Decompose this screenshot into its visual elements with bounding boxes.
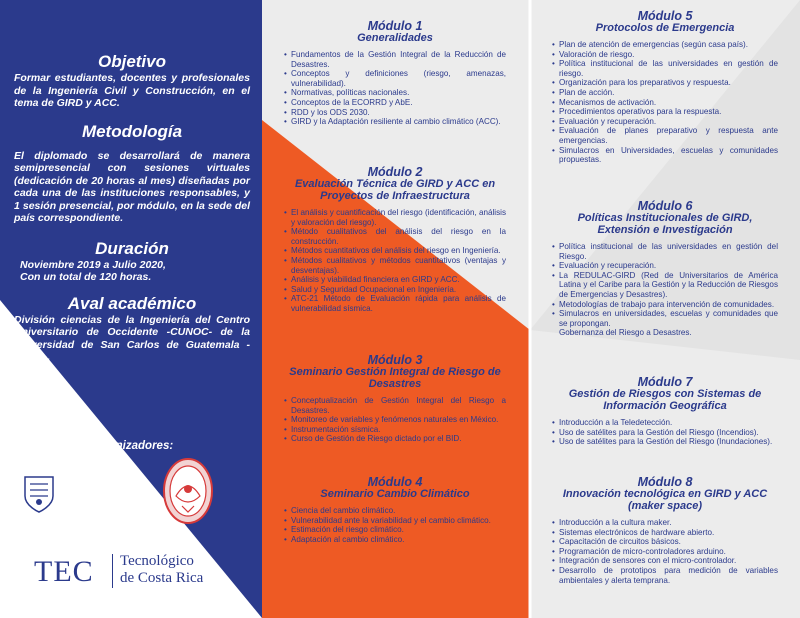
module-8-list <box>552 518 778 585</box>
module-2-list <box>284 208 506 314</box>
list-item: • Valoración de riesgo. <box>552 50 778 60</box>
list-item: • Uso de satélites para la Gestión del Riesgo (Inundaciones). <box>552 437 778 447</box>
module-7-list <box>552 418 778 447</box>
list-item: • Plan de acción. <box>552 88 778 98</box>
module-4-number: Módulo 4 <box>367 475 423 489</box>
list-item: • Sistemas electrónicos de hardware abierto. <box>552 528 778 538</box>
list-item: Gobernanza del Riesgo a Desastres. <box>559 328 692 338</box>
list-item: • El análisis y cuantificación del riesgo (identificación, análisis y valoración del riesgo). <box>284 208 506 227</box>
list-item: • Programación de micro-controladores arduino. <box>552 547 778 557</box>
usac-name: USAC <box>58 468 119 493</box>
list-item: • Métodos cuantitativos del análisis del riesgo en Ingeniería. <box>284 246 506 256</box>
module-3-title: Seminario Gestión Integral de Riesgo de Desastres <box>289 366 501 390</box>
module-8-number: Módulo 8 <box>637 475 693 489</box>
list-item: • Adaptación al cambio climático. <box>284 535 506 545</box>
list-item: • Curso de Gestión de Riesgo dictado por el BID. <box>284 434 506 444</box>
methodology-text: El diplomado se desarrollará de manera semipresencial con sesiones virtuales (dedicación de 20 horas al mes) diseñadas por cada una de las instituciones responsables, y 1 sesión presencial, por módulo, en la sede del país correspondiente. <box>14 149 250 224</box>
module-4-list <box>284 506 506 544</box>
usac-tag: Universidad de San Carlos de Guatemala <box>58 499 117 503</box>
module-1 <box>284 20 506 127</box>
module-3-list <box>284 396 506 444</box>
list-item: • Método cualitativos del análisis del riesgo en la construcción. <box>284 227 506 246</box>
duration-line2: Con un total de 120 horas. <box>20 271 152 283</box>
module-4 <box>284 476 506 544</box>
tec-line2: de Costa Rica <box>120 570 204 586</box>
list-item: • Fundamentos de la Gestión Integral de la Reducción de Desastres. <box>284 50 506 69</box>
list-item: • Salud y Seguridad Ocupacional en Ingeniería. <box>284 285 506 295</box>
usac-crest-icon <box>22 474 56 514</box>
list-item: • GIRD y la Adaptación resiliente al cambio climático (ACC). <box>284 117 506 127</box>
list-item: • Organización para los preparativos y respuesta. <box>552 78 778 88</box>
module-3-number: Módulo 3 <box>367 353 423 367</box>
module-5-list <box>552 40 778 165</box>
module-5-number: Módulo 5 <box>637 9 693 23</box>
tec-line1: Tecnológico <box>120 553 194 569</box>
module-6-list <box>552 242 778 338</box>
list-item: • Instrumentación sísmica. <box>284 425 506 435</box>
list-item: • Conceptos de la ECORRD y AbE. <box>284 98 506 108</box>
organizers <box>0 440 262 588</box>
list-item: • Métodos cualitativos y métodos cuantitativos (ventajas y desventajas). <box>284 256 506 275</box>
module-5-title: Protocolos de Emergencia <box>595 22 735 34</box>
list-item: • Evaluación de planes preparativo y respuesta ante emergencias. <box>552 126 778 145</box>
module-6-number: Módulo 6 <box>637 199 693 213</box>
tec-abbr: TEC <box>34 555 94 588</box>
list-item: • Evaluación y recuperación. <box>552 117 778 127</box>
module-1-title: Generalidades <box>357 32 433 44</box>
objective-text: Formar estudiantes, docentes y profesionales de la Ingeniería Civil y Construcción, en el tema de GIRD y ACC. <box>14 72 250 109</box>
endorsement-title: Aval académico <box>67 293 197 313</box>
list-item: • Monitoreo de variables y fenómenos naturales en México. <box>284 415 506 425</box>
module-2 <box>284 166 506 314</box>
list-item: • Estimación del riesgo climático. <box>284 525 506 535</box>
list-item: • Integración de sensores con el micro-controlador. <box>552 556 778 566</box>
list-item: • Análisis y viabilidad financiera en GIRD y ACC. <box>284 275 506 285</box>
list-item: • Procedimientos operativos para la respuesta. <box>552 107 778 117</box>
list-item: • Capacitación de circuitos básicos. <box>552 537 778 547</box>
usac-tricentenaria: TRICENTENARIA <box>58 492 135 499</box>
list-item: • Plan de atención de emergencias (según casa país). <box>552 40 778 50</box>
list-item: • La REDULAC-GIRD (Red de Universitarios de América Latina y el Caribe para la Gestión y la Reducción de Riesgos de Emergencias y Desastres). <box>552 271 778 300</box>
list-item: • Normativas, políticas nacionales. <box>284 88 506 98</box>
methodology-title: Metodología <box>81 121 183 141</box>
list-item: • Vulnerabilidad ante la variabilidad y el cambio climático. <box>284 516 506 526</box>
module-4-title: Seminario Cambio Climático <box>320 488 470 500</box>
list-item: • Política institucional de las universidades en gestión de riesgo. <box>552 59 778 78</box>
usac-logo <box>58 470 138 503</box>
duration-title: Duración <box>95 238 169 258</box>
list-item: • Conceptualización de Gestión Integral del Riesgo a Desastres. <box>284 396 506 415</box>
module-6-title: Políticas Institucionales de GIRD, Extensión e Investigación <box>577 212 753 236</box>
module-5 <box>552 10 778 165</box>
organizers-title: Organizadores: <box>88 440 174 452</box>
list-item: • Simulacros en universidades, escuelas y comunidades que se propongan. <box>552 309 778 328</box>
usac-center: CENTRO UNIVERSITARIO DE OCCIDENTE <box>22 516 109 521</box>
module-7-title: Gestión de Riesgos con Sistemas de Información Geográfica <box>568 388 762 412</box>
module-2-number: Módulo 2 <box>367 165 423 179</box>
module-7 <box>552 376 778 447</box>
module-8-title: Innovación tecnológica en GIRD y ACC (maker space) <box>562 488 768 512</box>
list-item: • Simulacros en Universidades, escuelas y comunidades propuestas. <box>552 146 778 165</box>
list-item: • Introducción a la cultura maker. <box>552 518 778 528</box>
module-2-title: Evaluación Técnica de GIRD y ACC en Proyectos de Infraestructura <box>294 178 496 202</box>
module-3 <box>284 354 506 444</box>
list-item: • ATC-21 Método de Evaluación rápida para análisis de vulnerabilidad sísmica. <box>284 294 506 313</box>
module-1-list <box>284 50 506 127</box>
list-item: • RDD y los ODS 2030. <box>284 108 506 118</box>
duration-line1: Noviembre 2019 a Julio 2020, <box>20 258 166 271</box>
list-item: • Uso de satélites para la Gestión del Riesgo (Incendios). <box>552 428 778 438</box>
list-item: • Conceptos y definiciones (riesgo, amenazas, vulnerabilidad). <box>284 69 506 88</box>
module-6 <box>552 200 778 338</box>
module-8 <box>552 476 778 585</box>
list-item: • Desarrollo de prototipos para medición de variables ambientales y alerta temprana. <box>552 566 778 585</box>
endorsement-text: División ciencias de la Ingeniería del Centro Universitario de Occidente -CUNOC- de la Universidad de San Carlos de Guatemala -USAC-. <box>14 313 250 363</box>
cunoc-seal-icon <box>162 456 214 526</box>
list-item: • Política institucional de las universidades en gestión del Riesgo. <box>552 242 778 261</box>
objective-title: Objetivo <box>97 52 166 71</box>
list-item: • Evaluación y recuperación. <box>552 261 778 271</box>
list-item: • Mecanismos de activación. <box>552 98 778 108</box>
module-1-number: Módulo 1 <box>367 19 423 33</box>
left-column <box>14 52 250 364</box>
list-item: • Ciencia del cambio climático. <box>284 506 506 516</box>
tec-logo <box>34 552 234 592</box>
module-7-number: Módulo 7 <box>637 375 693 389</box>
list-item: • Introducción a la Teledetección. <box>552 418 778 428</box>
list-item: • Metodologías de trabajo para intervención de comunidades. <box>552 300 778 310</box>
